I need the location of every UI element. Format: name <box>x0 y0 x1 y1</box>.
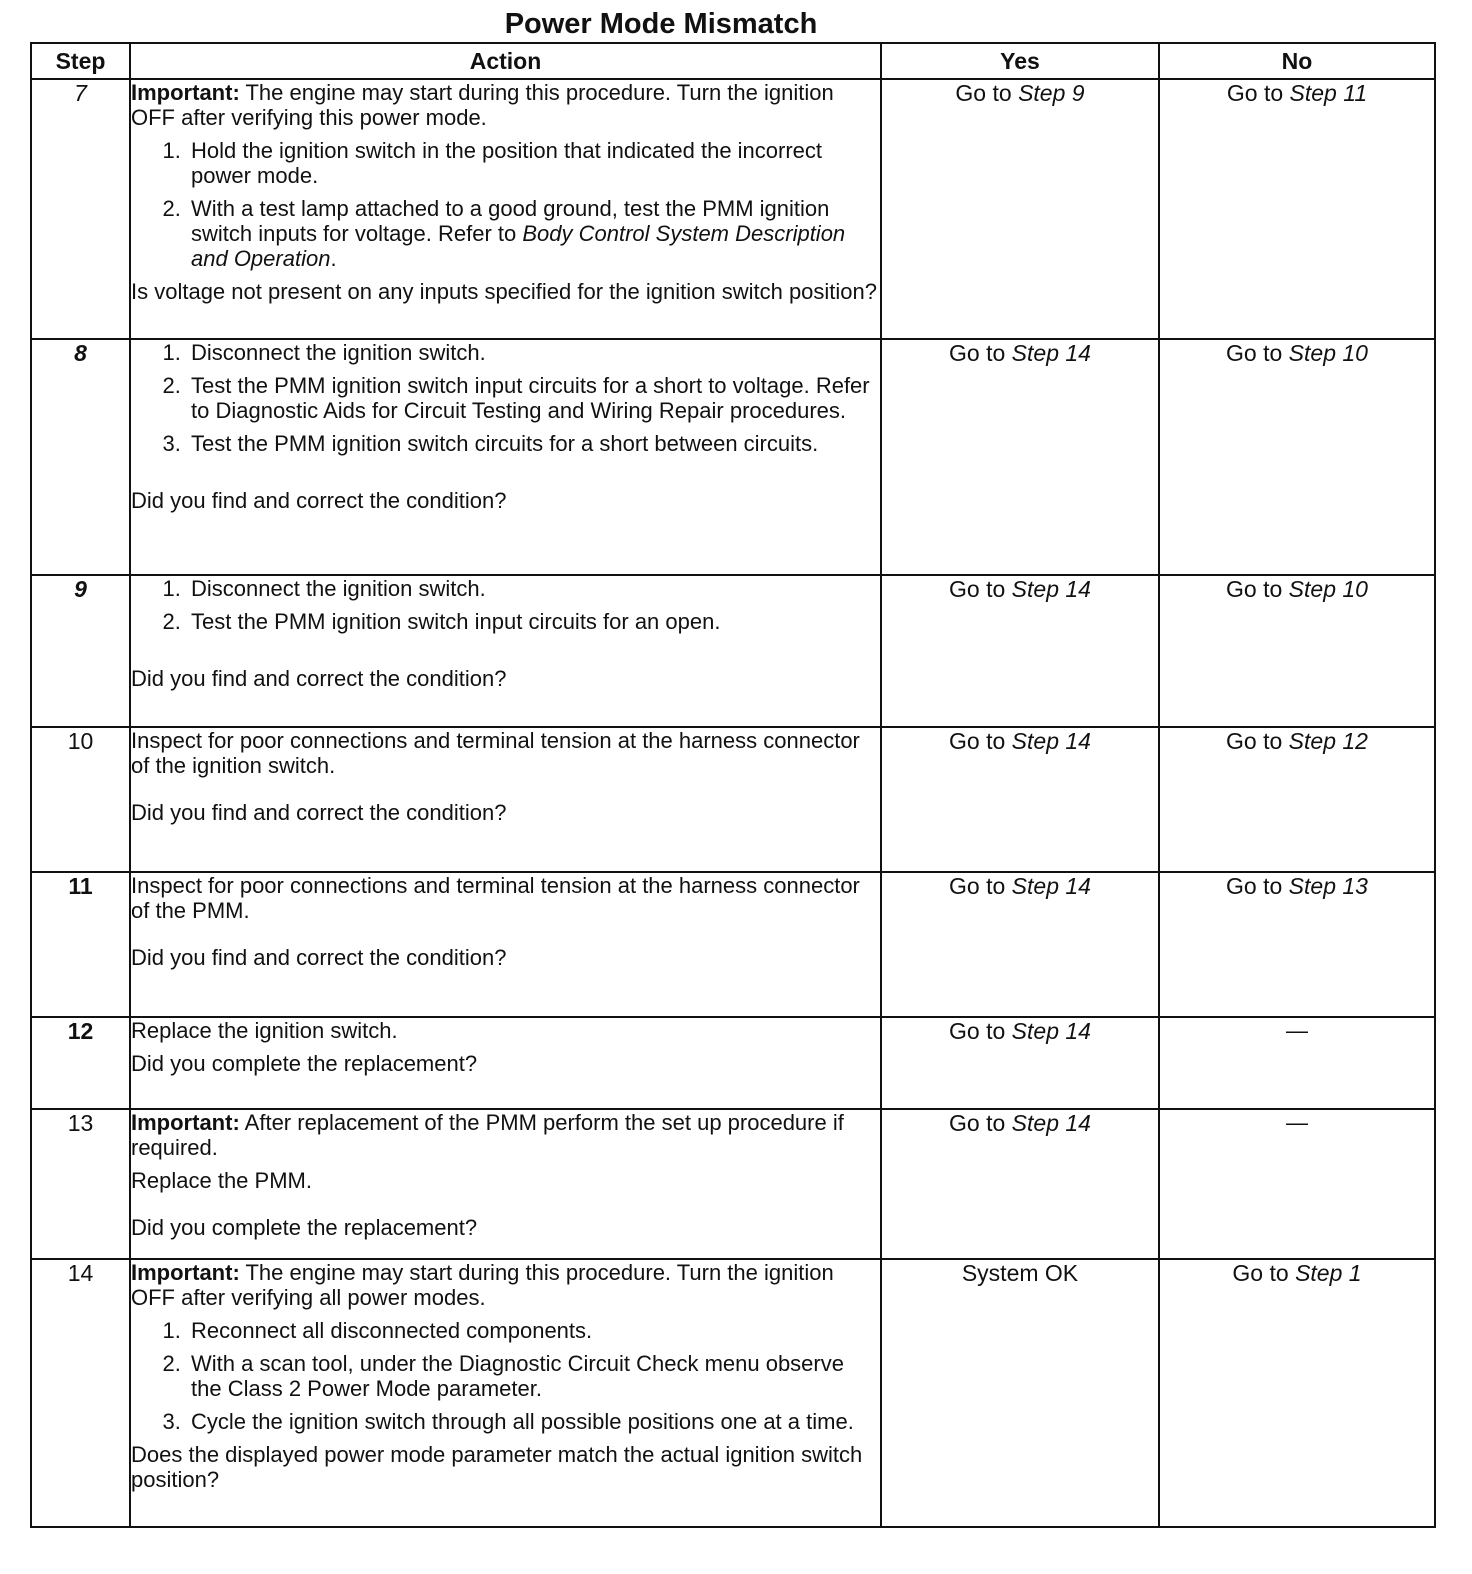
no-cell: Go to Step 1 <box>1159 1259 1435 1527</box>
list-item: 1. Hold the ignition switch in the position that indicated the incorrect power mode. <box>187 138 880 188</box>
no-cell: Go to Step 10 <box>1159 575 1435 727</box>
header-row <box>31 43 1435 79</box>
step-link[interactable]: Step 14 <box>1011 1110 1091 1136</box>
step-link[interactable]: Step 12 <box>1288 728 1368 754</box>
action-cell <box>130 872 881 1017</box>
no-cell: — <box>1159 1109 1435 1259</box>
header-no: No <box>1159 43 1435 79</box>
step-link[interactable]: Step 14 <box>1011 728 1091 754</box>
question-text: Did you find and correct the condition? <box>131 800 507 825</box>
action-list <box>131 138 880 271</box>
action-cell <box>130 727 881 872</box>
step-number: 10 <box>31 727 130 872</box>
list-item: 1. Reconnect all disconnected components. <box>187 1318 880 1343</box>
step-link[interactable]: Step 14 <box>1011 340 1091 366</box>
action-cell <box>130 1109 881 1259</box>
action-cell <box>130 575 881 727</box>
action-cell <box>130 1017 881 1109</box>
list-item: 2. Test the PMM ignition switch input circuits for an open. <box>187 609 880 634</box>
yes-cell: Go to Step 14 <box>881 575 1159 727</box>
action-text: Replace the PMM. <box>131 1168 312 1193</box>
important-note: Important: The engine may start during this procedure. Turn the ignition OFF after verifying all power modes. <box>131 1260 834 1310</box>
question-text: Did you find and correct the condition? <box>131 666 507 691</box>
action-cell <box>130 339 881 575</box>
yes-cell: System OK <box>881 1259 1159 1527</box>
table-row <box>31 872 1435 1017</box>
step-link[interactable]: Step 14 <box>1011 576 1091 602</box>
step-number: 9 <box>31 575 130 727</box>
important-label: Important: <box>131 1110 240 1135</box>
action-list <box>131 340 880 456</box>
table-row <box>31 727 1435 872</box>
action-text: Replace the ignition switch. <box>131 1018 398 1043</box>
page-title: Power Mode Mismatch <box>504 8 818 40</box>
no-cell: Go to Step 11 <box>1159 79 1435 339</box>
step-link[interactable]: Step 9 <box>1018 80 1085 106</box>
question-text: Did you find and correct the condition? <box>131 945 507 970</box>
step-number: 13 <box>31 1109 130 1259</box>
yes-cell: Go to Step 14 <box>881 872 1159 1017</box>
question-text: Is voltage not present on any inputs specified for the ignition switch position? <box>131 279 878 304</box>
list-item: 2. Test the PMM ignition switch input circuits for a short to voltage. Refer to Diagnostic Aids for Circuit Testing and Wiring Repair procedures. <box>187 373 880 423</box>
question-text: Did you complete the replacement? <box>131 1051 478 1076</box>
action-list <box>131 1318 880 1434</box>
step-link[interactable]: Step 10 <box>1288 576 1368 602</box>
step-link[interactable]: Step 14 <box>1011 873 1091 899</box>
action-text: Inspect for poor connections and terminal tension at the harness connector of the PMM. <box>131 873 860 923</box>
step-number: 11 <box>31 872 130 1017</box>
yes-cell: Go to Step 14 <box>881 1017 1159 1109</box>
step-link[interactable]: Step 13 <box>1288 873 1368 899</box>
table-row <box>31 575 1435 727</box>
list-item: 3. Cycle the ignition switch through all possible positions one at a time. <box>187 1409 880 1434</box>
diagnostic-table <box>30 42 1436 1528</box>
step-number: 7 <box>31 79 130 339</box>
yes-cell: Go to Step 9 <box>881 79 1159 339</box>
yes-cell: Go to Step 14 <box>881 1109 1159 1259</box>
reference-link[interactable]: Body Control System Description and Operation <box>191 221 846 271</box>
action-cell <box>130 1259 881 1527</box>
action-list <box>131 576 880 634</box>
no-cell: Go to Step 10 <box>1159 339 1435 575</box>
step-number: 14 <box>31 1259 130 1527</box>
list-item: 2. With a scan tool, under the Diagnostic Circuit Check menu observe the Class 2 Power Mode parameter. <box>187 1351 880 1401</box>
step-link[interactable]: Step 10 <box>1288 340 1368 366</box>
question-text: Did you find and correct the condition? <box>131 488 507 513</box>
table-row <box>31 1259 1435 1527</box>
header-step: Step <box>31 43 130 79</box>
list-item: 1. Disconnect the ignition switch. <box>187 340 880 365</box>
no-cell: Go to Step 12 <box>1159 727 1435 872</box>
table-row <box>31 79 1435 339</box>
list-item: 1. Disconnect the ignition switch. <box>187 576 880 601</box>
action-cell <box>130 79 881 339</box>
question-text: Does the displayed power mode parameter match the actual ignition switch position? <box>131 1442 863 1492</box>
important-label: Important: <box>131 80 240 105</box>
no-cell: Go to Step 13 <box>1159 872 1435 1017</box>
table-row <box>31 339 1435 575</box>
action-text: Inspect for poor connections and terminal tension at the harness connector of the ignition switch. <box>131 728 860 778</box>
step-link[interactable]: Step 1 <box>1295 1260 1362 1286</box>
table-row <box>31 1017 1435 1109</box>
step-link[interactable]: Step 14 <box>1011 1018 1091 1044</box>
step-number: 8 <box>31 339 130 575</box>
important-note: Important: After replacement of the PMM perform the set up procedure if required. <box>131 1110 844 1160</box>
yes-cell: Go to Step 14 <box>881 727 1159 872</box>
question-text: Did you complete the replacement? <box>131 1215 478 1240</box>
step-link[interactable]: Step 11 <box>1289 80 1368 106</box>
yes-cell: Go to Step 14 <box>881 339 1159 575</box>
important-note: Important: The engine may start during this procedure. Turn the ignition OFF after verifying this power mode. <box>131 80 834 130</box>
table-row <box>31 1109 1435 1259</box>
header-action: Action <box>130 43 881 79</box>
step-number: 12 <box>31 1017 130 1109</box>
no-cell: — <box>1159 1017 1435 1109</box>
list-item: 3. Test the PMM ignition switch circuits for a short between circuits. <box>187 431 880 456</box>
list-item: 2. With a test lamp attached to a good ground, test the PMM ignition switch inputs for voltage. Refer to Body Control System Description and Operation. <box>187 196 880 271</box>
important-label: Important: <box>131 1260 240 1285</box>
header-yes: Yes <box>881 43 1159 79</box>
